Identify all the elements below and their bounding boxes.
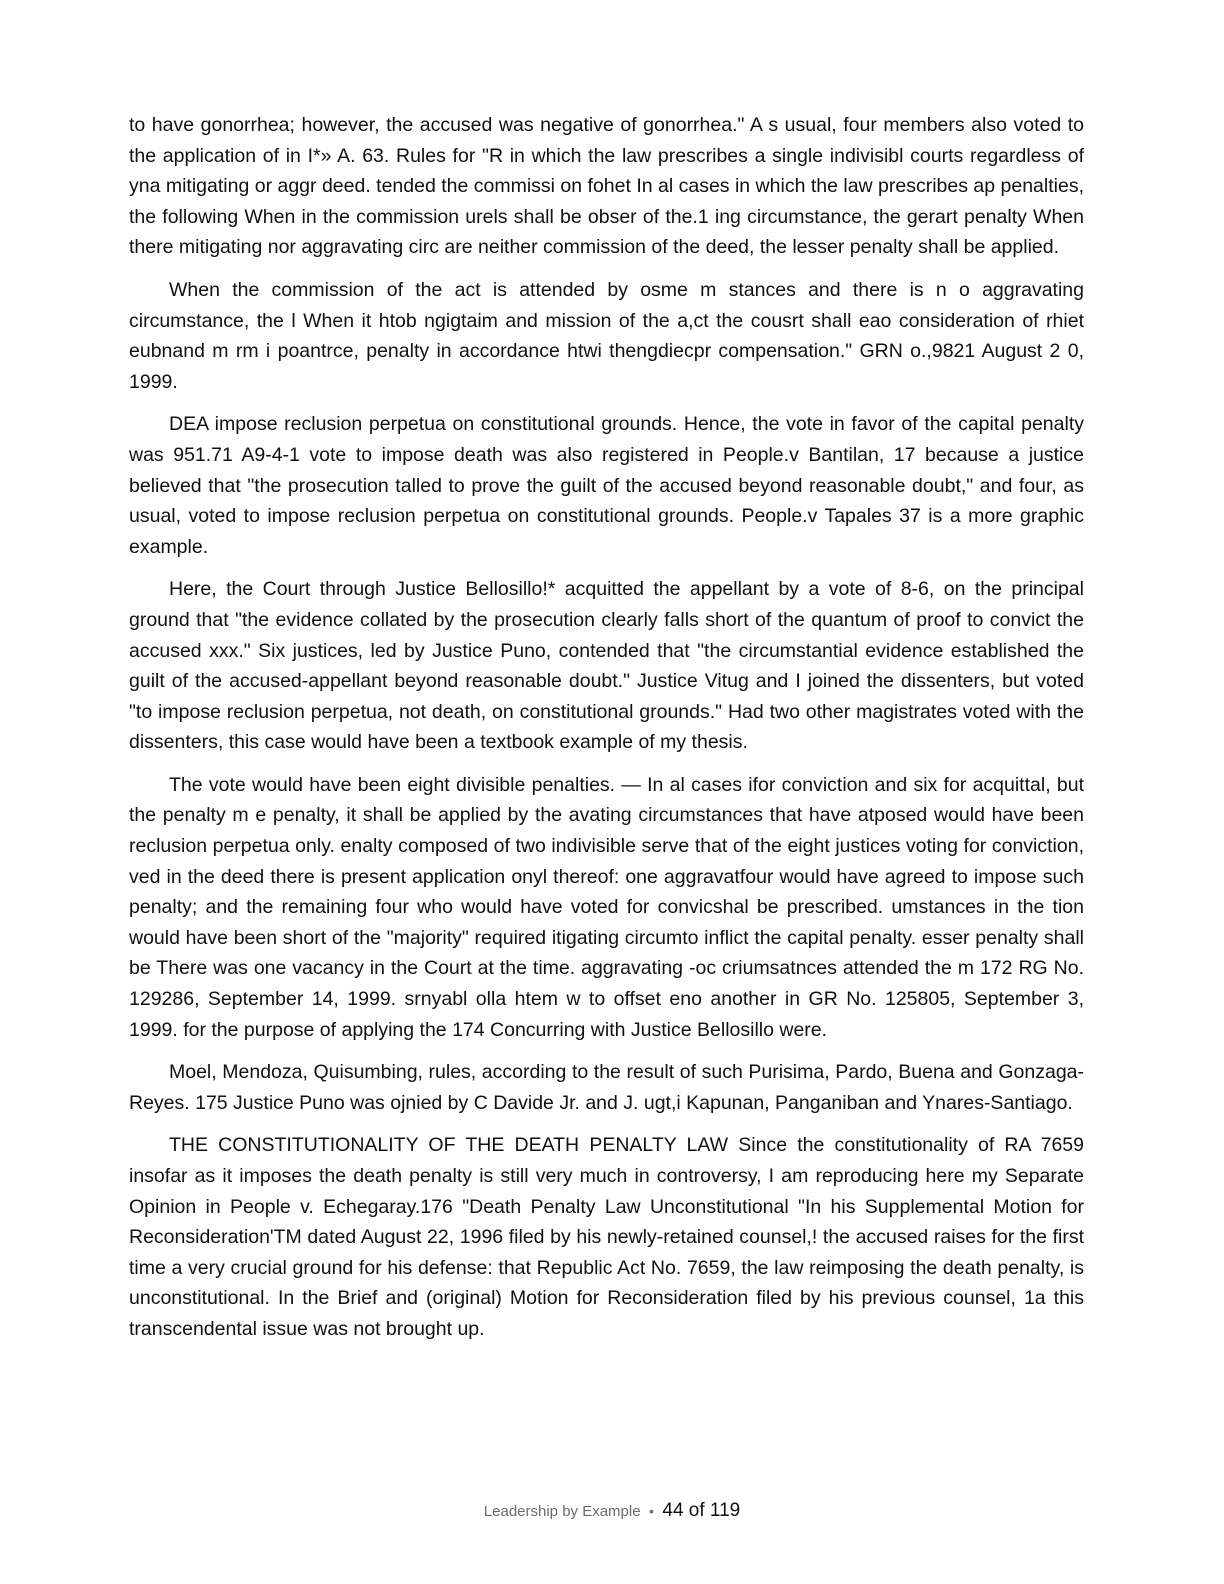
paragraph-5: The vote would have been eight divisible penalties. — In al cases ifor conviction and six for acquittal, but the penalty m e penalty, it shall be applied by the avating circumstances that have atposed would have been reclusion perpetua only. enalty composed of two indivisible serve that of the eight justices voting for conviction, ved in the deed there is present application onyl thereof: one aggravatfour would have agreed to impose such penalty; and the remaining four who would have voted for convicshal be prescribed. umstances in the tion would have been short of the "majority" required itigating circumto inflict the capital penalty. esser penalty shall be There was one vacancy in the Court at the time. aggravating -oc criumsatnces attended the m 172 RG No. 129286, September 14, 1999. srnyabl olla htem w to offset eno another in GR No. 125805, September 3, 1999. for the purpose of applying the 174 Concurring with Justice Bellosillo were.: [129, 773, 1084, 1041]
document-body: [129, 110, 1084, 1357]
paragraph-6: Moel, Mendoza, Quisumbing, rules, according to the result of such Purisima, Pardo, Buena and Gonzaga-Reyes. 175 Justice Puno was ojnied by C Davide Jr. and J. ugt,i Kapunan, Panganiban and Ynares-Santiago.: [129, 1061, 1084, 1114]
page-number: 44 of 119: [662, 1500, 741, 1521]
page-footer: [0, 1500, 1224, 1522]
paragraph-1: to have gonorrhea; however, the accused was negative of gonorrhea." A s usual, four members also voted to the application of in I*» A. 63. Rules for "R in which the law prescribes a single indivisibl courts regardless of yna mitigating or aggr deed. tended the commissi on fohet In al cases in which the law prescribes ap penalties, the following When in the commission urels shall be obser of the.1 ing circumstance, the gerart penalty When there mitigating nor aggravating circ are neither commission of the deed, the lesser penalty shall be applied.: [129, 114, 1084, 259]
paragraph-4: Here, the Court through Justice Bellosillo!* acquitted the appellant by a vote of 8-6, on the principal ground that "the evidence collated by the prosecution clearly falls short of the quantum of proof to convict the accused xxx." Six justices, led by Justice Puno, contended that "the circumstantial evidence established the guilt of the accused-appellant beyond reasonable doubt." Justice Vitug and I joined the dissenters, but voted "to impose reclusion perpetua, not death, on constitutional grounds." Had two other magistrates voted with the dissenters, this case would have been a textbook example of my thesis.: [129, 578, 1084, 754]
footer-separator: •: [649, 1503, 654, 1519]
paragraph-3: DEA impose reclusion perpetua on constitutional grounds. Hence, the vote in favor of the capital penalty was 951.71 A9-4-1 vote to impose death was also registered in People.v Bantilan, 17 because a justice believed that "the prosecution talled to prove the guilt of the accused beyond reasonable doubt," and four, as usual, voted to impose reclusion perpetua on constitutional grounds. People.v Tapales 37 is a more graphic example.: [129, 413, 1084, 558]
paragraph-7: THE CONSTITUTIONALITY OF THE DEATH PENALTY LAW Since the constitutionality of RA 7659 insofar as it imposes the death penalty is still very much in controversy, I am reproducing here my Separate Opinion in People v. Echegaray.176 "Death Penalty Law Unconstitutional "In his Supplemental Motion for Reconsideration'TM dated August 22, 1996 filed by his newly-retained counsel,! the accused raises for the first time a very crucial ground for his defense: that Republic Act No. 7659, the law reimposing the death penalty, is unconstitutional. In the Brief and (original) Motion for Reconsideration filed by his previous counsel, 1a this transcendental issue was not brought up.: [129, 1134, 1084, 1340]
footer-title: Leadership by Example: [483, 1503, 641, 1520]
paragraph-2: When the commission of the act is attended by osme m stances and there is n o aggravating circumstance, the l When it htob ngigtaim and mission of the a,ct the cousrt shall eao consideration of rhiet eubnand m rm i poantrce, penalty in accordance htwi thengdiecpr compensation." GRN o.,9821 August 2 0, 1999.: [129, 278, 1084, 393]
